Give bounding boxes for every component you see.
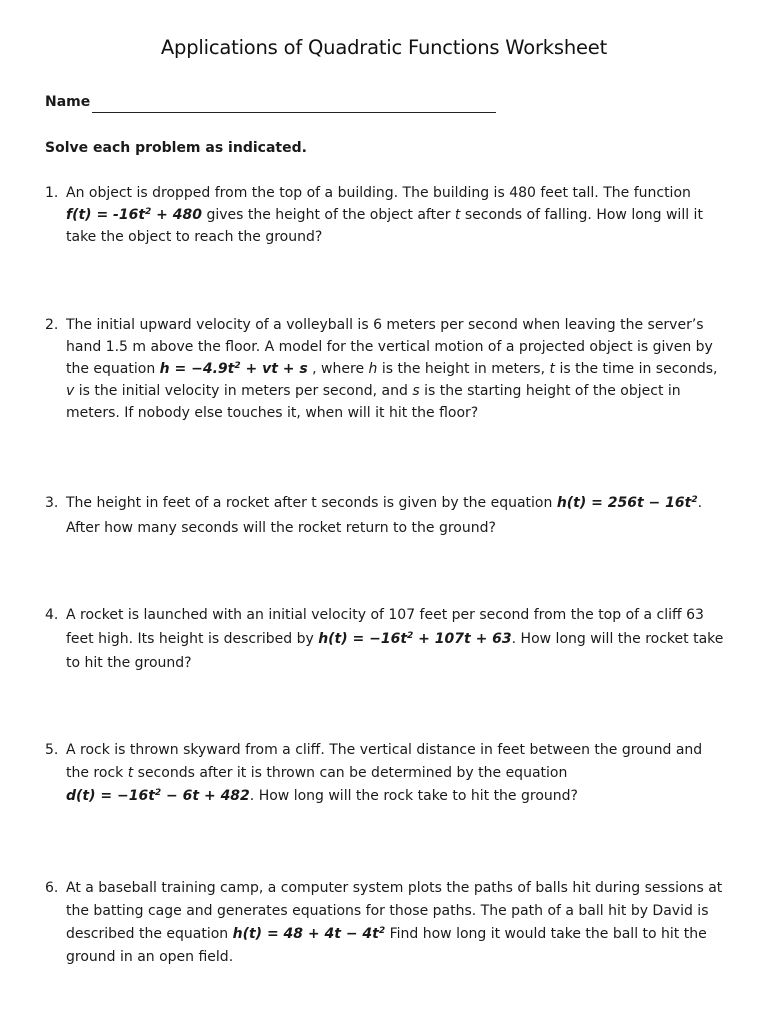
problem-text: A rock is thrown skyward from a cliff. The vertical distance in feet between the ground and the rock t seconds after it is thrown can be determined by the equation $d(t) = -16t^2 - 6t + 482$. How long will the rock take to hit the ground? xyxy=(66,742,703,804)
problem-number: 6. xyxy=(45,880,59,896)
problem-number: 3. xyxy=(45,495,59,511)
equation: $f(t) = -16t^2 + 480$ xyxy=(66,207,203,223)
problem-text: At a baseball training camp, a computer system plots the paths of balls hit during sessions at the batting cage and generates equations for those paths. The path of a ball hit by David is described the equation $h(t) = 48 + 4t - 4t^2$ Find how long it would take the ball to hit the ground in an open field. xyxy=(66,880,723,965)
equation: $h(t) = 256t - 16t^2$ xyxy=(556,495,698,511)
problem-number: 5. xyxy=(45,742,59,758)
problem-text: The height in feet of a rocket after t seconds is given by the equation $h(t) = 256t - 16t^2$. After how many seconds will the rocket return to the ground? xyxy=(66,495,703,536)
equation: $h(t) = 48 + 4t - 4t^2$ xyxy=(232,926,386,942)
problem-4 xyxy=(45,603,725,675)
problem-2 xyxy=(45,314,725,424)
instructions: Solve each problem as indicated. xyxy=(45,140,307,156)
problem-text: The initial upward velocity of a volleyball is 6 meters per second when leaving the server’s hand 1.5 m above the floor. A model for the vertical motion of a projected object is given by the equation $h = -4.9t^2$ + vt + s , where h is the height in meters, t is the time in seconds, v is the initial velocity in meters per second, and s is the starting height of the object in meters. If nobody else touches it, when will it hit the floor? xyxy=(66,317,718,421)
name-blank-line xyxy=(92,112,496,113)
problem-5 xyxy=(45,739,725,808)
problem-text: A rocket is launched with an initial velocity of 107 feet per second from the top of a cliff 63 feet high. Its height is described by $h(t) = -16t^2 + 107t + 63$. How long will the rocket take to hit the ground? xyxy=(66,607,724,671)
name-label: Name xyxy=(45,94,91,110)
problem-number: 1. xyxy=(45,185,59,201)
problem-number: 4. xyxy=(45,607,59,623)
problem-6 xyxy=(45,877,725,969)
page-title: Applications of Quadratic Functions Worksheet xyxy=(160,36,608,59)
problem-3 xyxy=(45,491,725,541)
equation: $h = -4.9t^2$ + vt + s xyxy=(159,361,308,377)
equation: $h(t) = -16t^2 + 107t + 63$ xyxy=(318,631,512,647)
equation: $d(t) = -16t^2 - 6t + 482$ xyxy=(66,788,250,804)
problem-text: An object is dropped from the top of a building. The building is 480 feet tall. The function $f(t) = -16t^2 + 480$ gives the height of the object after t seconds of falling. How long will it take the object to reach the ground? xyxy=(66,185,703,245)
problem-1 xyxy=(45,182,725,248)
problem-number: 2. xyxy=(45,317,59,333)
